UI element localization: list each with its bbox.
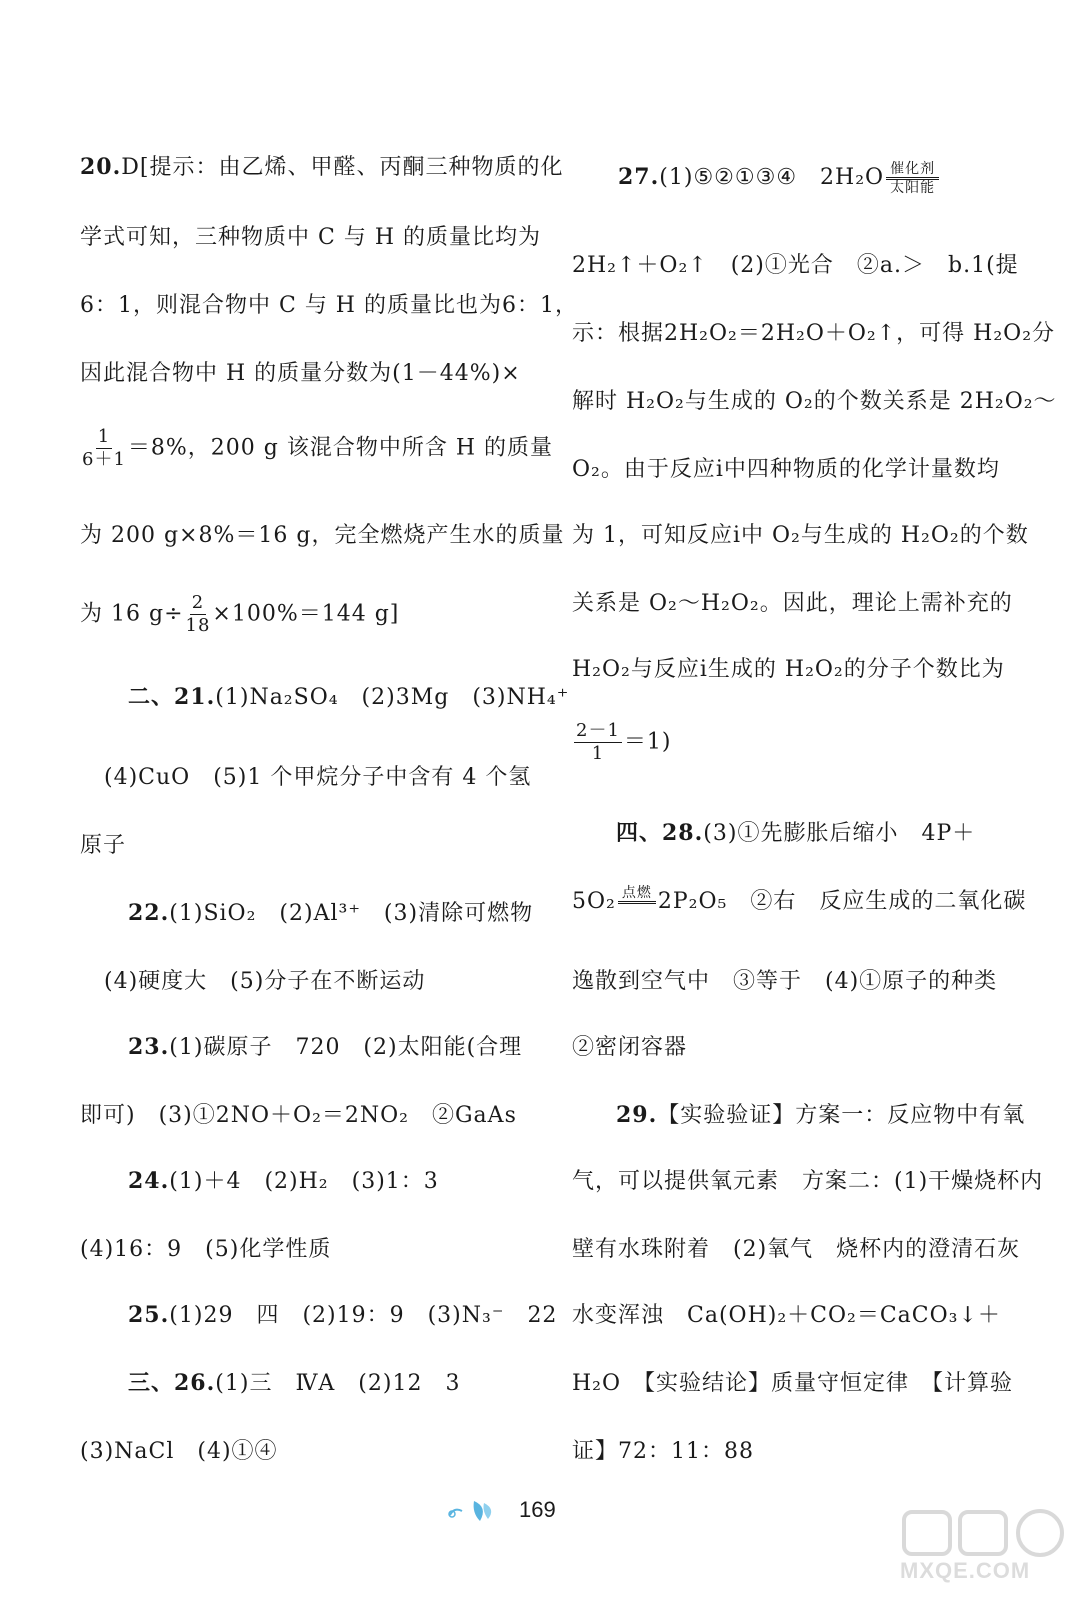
text-line: 示：根据2H₂O₂＝2H₂O＋O₂↑，可得 H₂O₂分	[572, 321, 1056, 346]
answer-22: 22.(1)SiO₂ (2)Al³⁺ (3)清除可燃物	[128, 900, 534, 926]
answer-24: 24.(1)＋4 (2)H₂ (3)1：3	[128, 1168, 439, 1194]
text-line: 5O₂ 点燃 2P₂O₅ ②右 反应生成的二氧化碳	[572, 884, 1026, 920]
text-line: 2H₂↑＋O₂↑ (2)①光合 ②a.＞ b.1(提	[572, 253, 1019, 278]
text-line: 即可) (3)①2NO＋O₂＝2NO₂ ②GaAs	[80, 1103, 517, 1128]
text-line: $\frac{2-1}{1}$ ＝1)	[576, 720, 672, 764]
fraction: $\frac{1}{6+1}$	[82, 426, 126, 470]
answer-27: 27.(1)⑤②①③④ 2H₂O 催化剂 太阳能	[618, 160, 941, 196]
watermark-logo-icon	[900, 1508, 1070, 1558]
text-line: 因此混合物中 H 的质量分数为(1－44%)×	[80, 361, 521, 386]
text-line: 关系是 O₂～H₂O₂。因此，理论上需补充的	[572, 591, 1013, 616]
text-line: O₂。由于反应ⅰ中四种物质的化学计量数均	[572, 457, 1000, 482]
text-line: 学式可知，三种物质中 C 与 H 的质量比均为	[80, 225, 541, 250]
text-line: 壁有水珠附着 (2)氧气 烧杯内的澄清石灰	[572, 1237, 1021, 1262]
text-line: (3)NaCl (4)①④	[80, 1439, 278, 1464]
text-line: 原子	[80, 833, 127, 858]
text-line: 6：1，则混合物中 C 与 H 的质量比也为6：1，	[80, 293, 578, 318]
text-line: 证】72：11：88	[572, 1439, 754, 1464]
answer-28: 四、28.(3)①先膨胀后缩小 4P＋	[616, 820, 976, 846]
fraction: $\frac{2-1}{1}$	[576, 720, 620, 764]
text-line: H₂O₂与反应ⅰ生成的 H₂O₂的分子个数比为	[572, 657, 1005, 682]
watermark-text: MXQE.COM	[900, 1558, 1031, 1583]
reaction-condition: 催化剂 太阳能	[886, 161, 939, 196]
text-line: 为 200 g×8%＝16 g，完全燃烧产生水的质量	[80, 523, 565, 548]
watermark	[900, 1508, 1070, 1588]
page-number: 169	[519, 1497, 556, 1522]
answer-26: 三、26.(1)三 ⅣA (2)12 3	[128, 1370, 461, 1396]
leaf-icon	[444, 1497, 496, 1523]
text-line: (4)CuO (5)1 个甲烷分子中含有 4 个氢	[104, 765, 532, 790]
text-line: 逸散到空气中 ③等于 (4)①原子的种类	[572, 969, 998, 994]
reaction-condition: 点燃	[618, 885, 656, 920]
text-line: (4)16：9 (5)化学性质	[80, 1237, 332, 1262]
answer-21: 二、21.(1)Na₂SO₄ (2)3Mg (3)NH₄⁺	[128, 684, 570, 710]
text-line: 为 1，可知反应ⅰ中 O₂与生成的 H₂O₂的个数	[572, 523, 1029, 548]
text-line: 气，可以提供氧元素 方案二：(1)干燥烧杯内	[572, 1169, 1044, 1194]
text-line: H₂O 【实验结论】质量守恒定律 【计算验	[572, 1371, 1014, 1396]
fraction: $\frac{2}{18}$	[185, 592, 211, 636]
text-line: 水变浑浊 Ca(OH)₂＋CO₂＝CaCO₃↓＋	[572, 1303, 1001, 1328]
answer-29: 29.【实验验证】方案一：反应物中有氧	[616, 1102, 1026, 1128]
answer-20: 20.D[提示：由乙烯、甲醛、丙酮三种物质的化	[80, 154, 564, 180]
text-line: (4)硬度大 (5)分子在不断运动	[104, 969, 426, 994]
text-line: $\frac{1}{6+1}$ ＝8%，200 g 该混合物中所含 H 的质量	[82, 426, 554, 470]
answer-25: 25.(1)29 四 (2)19：9 (3)N₃⁻ 22	[128, 1302, 558, 1328]
text-line: ②密闭容器	[572, 1035, 688, 1060]
answer-23: 23.(1)碳原子 720 (2)太阳能(合理	[128, 1034, 523, 1060]
text-line: 解时 H₂O₂与生成的 O₂的个数关系是 2H₂O₂～	[572, 389, 1057, 414]
text-line: 为 16 g÷ $\frac{2}{18}$ ×100%＝144 g]	[80, 592, 400, 636]
